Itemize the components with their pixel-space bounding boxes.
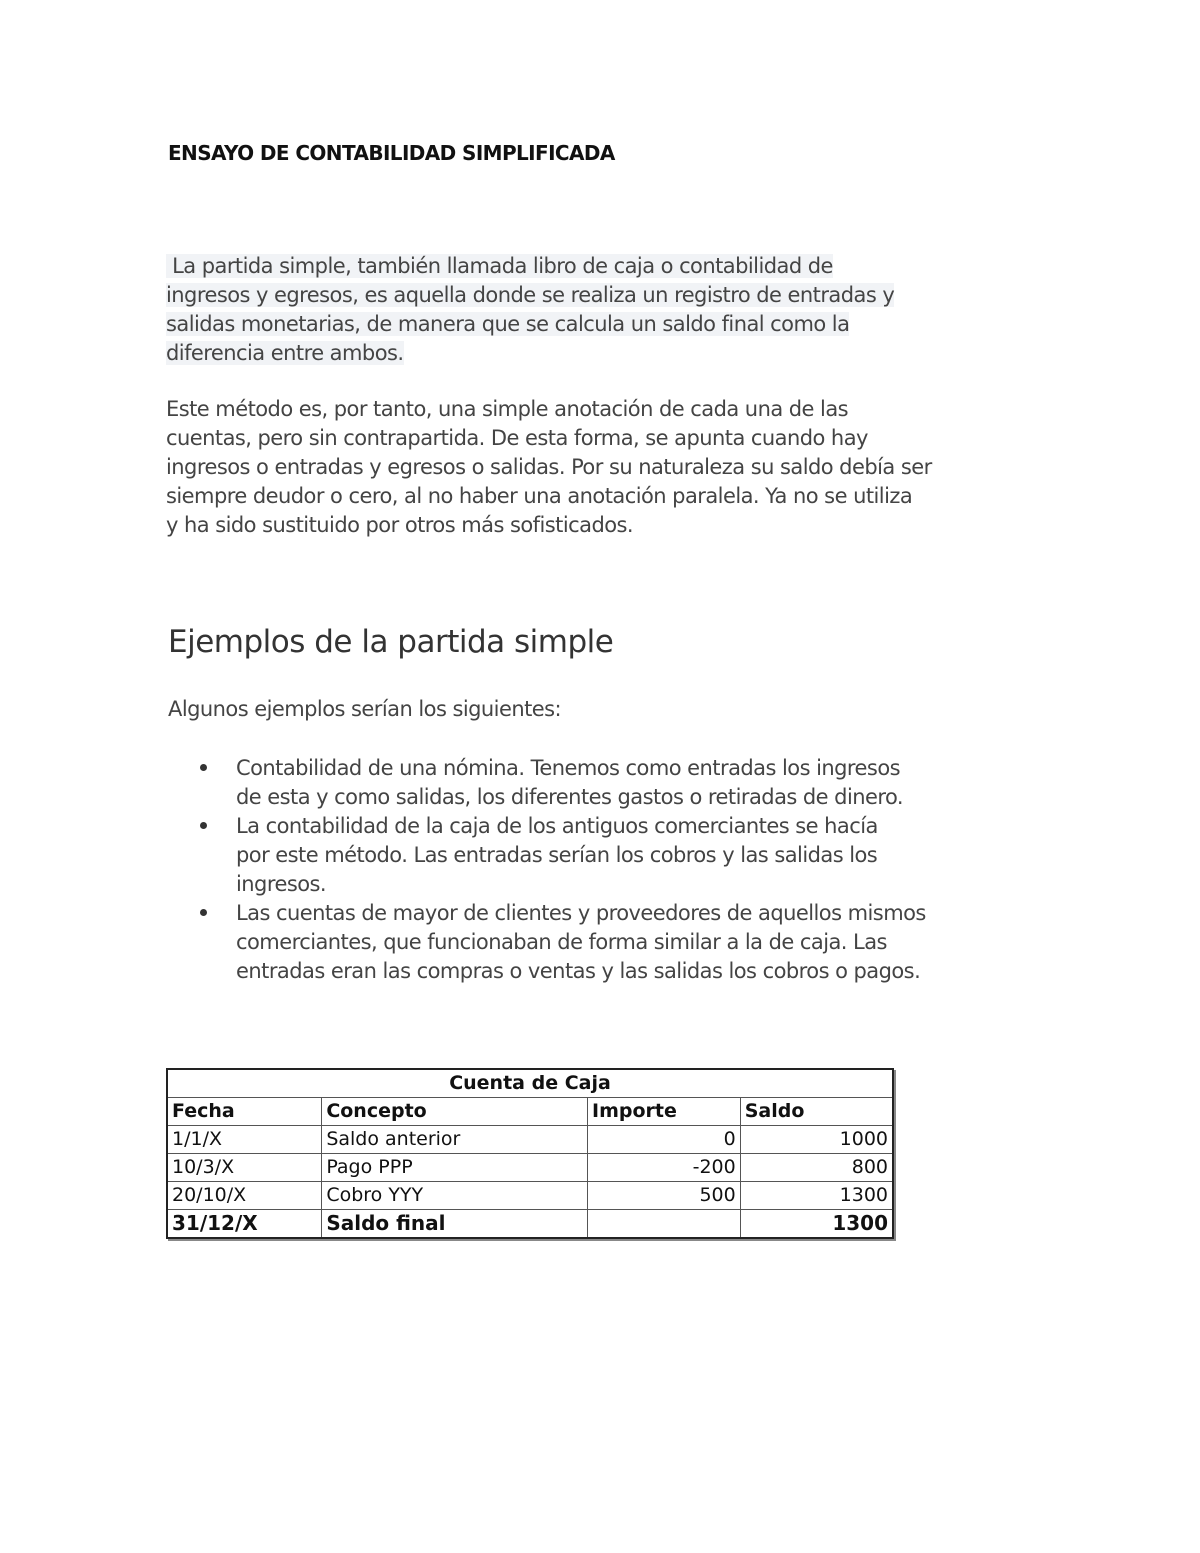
table-caption: Cuenta de Caja — [167, 1069, 893, 1098]
paragraph-metodo — [166, 395, 1046, 540]
table-row — [167, 1126, 893, 1154]
paragraph-line: siempre deudor o cero, al no haber una anotación paralela. Ya no se utiliza — [166, 484, 913, 508]
cell-saldo: 1300 — [740, 1210, 893, 1239]
cell-saldo: 1000 — [740, 1126, 893, 1154]
cell-importe: 0 — [588, 1126, 741, 1154]
list-item — [236, 899, 1036, 986]
list-item-line: Las cuentas de mayor de clientes y proveedores de aquellos mismos — [236, 901, 926, 925]
list-item-line: La contabilidad de la caja de los antiguos comerciantes se hacía — [236, 814, 878, 838]
cell-fecha: 20/10/X — [167, 1182, 322, 1210]
bullet-icon — [200, 764, 207, 771]
cell-fecha: 31/12/X — [167, 1210, 322, 1239]
column-header-saldo: Saldo — [740, 1098, 893, 1126]
paragraph-line: y ha sido sustituido por otros más sofisticados. — [166, 513, 634, 537]
table-header-row — [167, 1098, 893, 1126]
table-row — [167, 1182, 893, 1210]
table-row — [167, 1154, 893, 1182]
cell-concepto: Saldo anterior — [322, 1126, 588, 1154]
table-caption-row — [167, 1069, 893, 1098]
column-header-fecha: Fecha — [167, 1098, 322, 1126]
cell-saldo: 800 — [740, 1154, 893, 1182]
cell-importe — [588, 1210, 741, 1239]
paragraph-line: Este método es, por tanto, una simple anotación de cada una de las — [166, 397, 849, 421]
section-heading: Ejemplos de la partida simple — [168, 624, 614, 660]
column-header-importe: Importe — [588, 1098, 741, 1126]
list-item — [236, 754, 1036, 812]
list-item-line: de esta y como salidas, los diferentes gastos o retiradas de dinero. — [236, 785, 904, 809]
cell-importe: 500 — [588, 1182, 741, 1210]
examples-list — [236, 754, 1036, 986]
cell-concepto: Pago PPP — [322, 1154, 588, 1182]
list-item-line: Contabilidad de una nómina. Tenemos como entradas los ingresos — [236, 756, 901, 780]
bullet-icon — [200, 822, 207, 829]
cash-account-table — [166, 1068, 894, 1239]
paragraph-line: ingresos y egresos, es aquella donde se realiza un registro de entradas y — [166, 283, 895, 307]
cell-importe: -200 — [588, 1154, 741, 1182]
cell-fecha: 10/3/X — [167, 1154, 322, 1182]
list-item-line: ingresos. — [236, 872, 327, 896]
cell-concepto: Cobro YYY — [322, 1182, 588, 1210]
table-total-row — [167, 1210, 893, 1239]
paragraph-line: diferencia entre ambos. — [166, 341, 404, 365]
paragraph-line: cuentas, pero sin contrapartida. De esta forma, se apunta cuando hay — [166, 426, 868, 450]
cell-concepto: Saldo final — [322, 1210, 588, 1239]
examples-intro: Algunos ejemplos serían los siguientes: — [168, 697, 562, 721]
list-item-line: entradas eran las compras o ventas y las salidas los cobros o pagos. — [236, 959, 921, 983]
paragraph-line: La partida simple, también llamada libro de caja o contabilidad de — [166, 254, 833, 278]
cell-fecha: 1/1/X — [167, 1126, 322, 1154]
paragraph-partida-simple — [166, 252, 1006, 368]
list-item — [236, 812, 1036, 899]
paragraph-line: ingresos o entradas y egresos o salidas. Por su naturaleza su saldo debía ser — [166, 455, 932, 479]
list-item-line: por este método. Las entradas serían los cobros y las salidas los — [236, 843, 878, 867]
column-header-concepto: Concepto — [322, 1098, 588, 1126]
document-title: ENSAYO DE CONTABILIDAD SIMPLIFICADA — [168, 141, 615, 165]
list-item-line: comerciantes, que funcionaban de forma similar a la de caja. Las — [236, 930, 887, 954]
bullet-icon — [200, 909, 207, 916]
cell-saldo: 1300 — [740, 1182, 893, 1210]
paragraph-line: salidas monetarias, de manera que se calcula un saldo final como la — [166, 312, 850, 336]
